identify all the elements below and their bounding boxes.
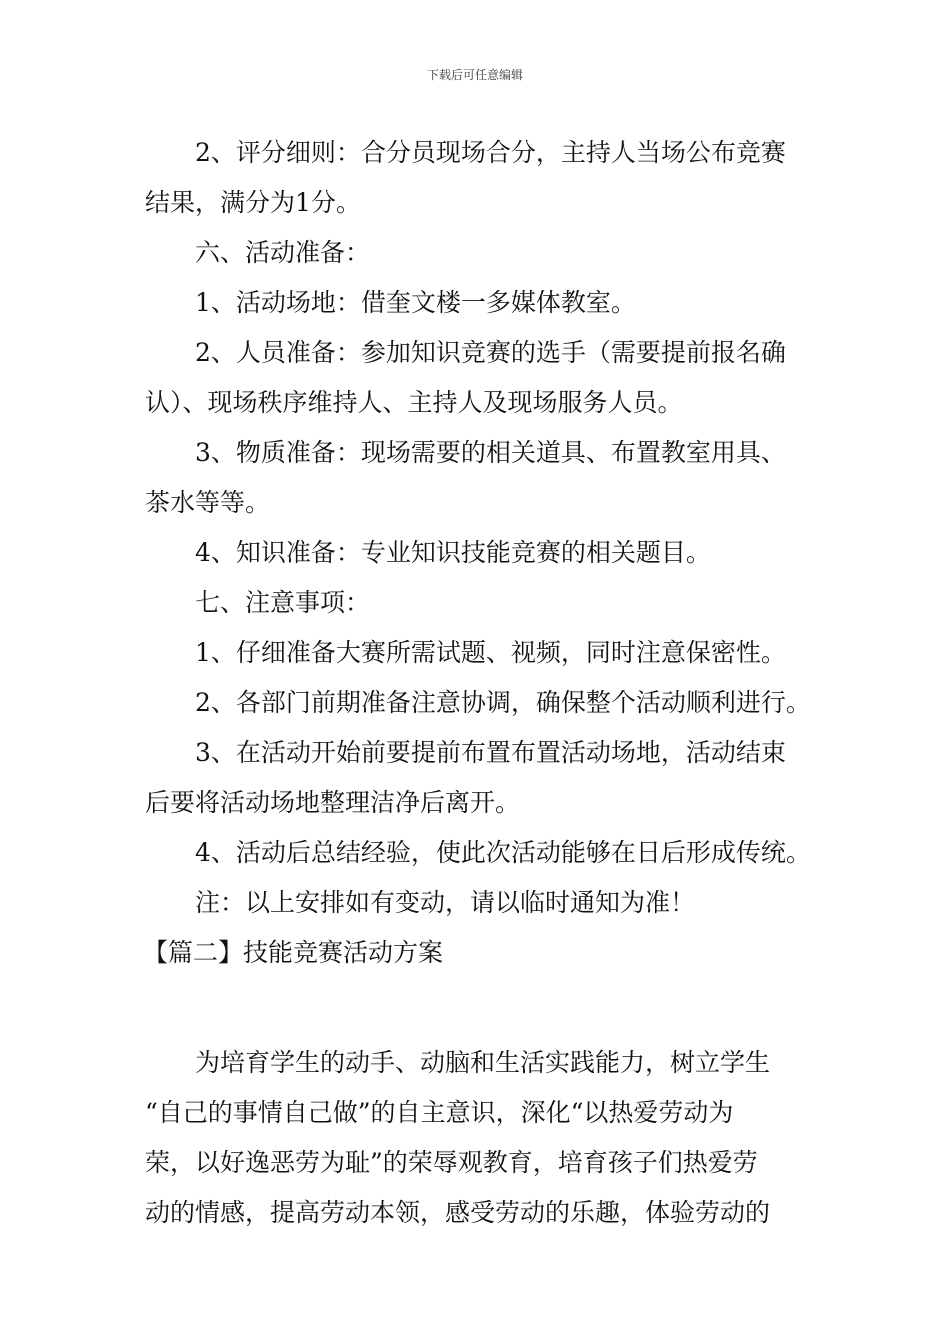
text-line: 1、仔细准备大赛所需试题、视频，同时注意保密性。 (195, 638, 786, 667)
text-line: 3、在活动开始前要提前布置布置活动场地，活动结束 (195, 738, 786, 767)
text-line: 3、物质准备：现场需要的相关道具、布置教室用具、 (195, 438, 786, 467)
paragraph-line: 荣，以好逸恶劳为耻”的荣辱观教育，培育孩子们热爱劳 (145, 1148, 758, 1177)
note-line: 注：以上安排如有变动，请以临时通知为准！ (195, 888, 696, 917)
section-heading: 六、活动准备： (195, 238, 371, 267)
document-body (145, 128, 815, 1238)
text-line: 结果，满分为1分。 (145, 188, 361, 217)
text-line: 1、活动场地：借奎文楼一多媒体教室。 (195, 288, 636, 317)
paragraph-line: 为培育学生的动手、动脑和生活实践能力，树立学生 (195, 1048, 771, 1077)
text-line: 2、各部门前期准备注意协调，确保整个活动顺利进行。 (195, 688, 811, 717)
text-line: 4、知识准备：专业知识技能竞赛的相关题目。 (195, 538, 711, 567)
text-line: 2、人员准备：参加知识竞赛的选手（需要提前报名确 (195, 338, 786, 367)
section-heading: 七、注意事项： (195, 588, 371, 617)
spacer (145, 978, 815, 1038)
paragraph-line: “自己的事情自己做”的自主意识，深化“以热爱劳动为 (145, 1098, 734, 1127)
text-line: 认）、现场秩序维持人、主持人及现场服务人员。 (145, 388, 683, 417)
text-line: 后要将活动场地整理洁净后离开。 (145, 788, 521, 817)
paragraph-line: 动的情感，提高劳动本领，感受劳动的乐趣，体验劳动的 (145, 1198, 771, 1227)
page-header-note: 下载后可任意编辑 (426, 68, 523, 82)
text-line: 茶水等等。 (145, 488, 271, 517)
text-line: 4、活动后总结经验，使此次活动能够在日后形成传统。 (195, 838, 811, 867)
article-heading: 【篇二】技能竞赛活动方案 (143, 938, 444, 967)
text-line: 2、评分细则：合分员现场合分，主持人当场公布竞赛 (195, 138, 786, 167)
